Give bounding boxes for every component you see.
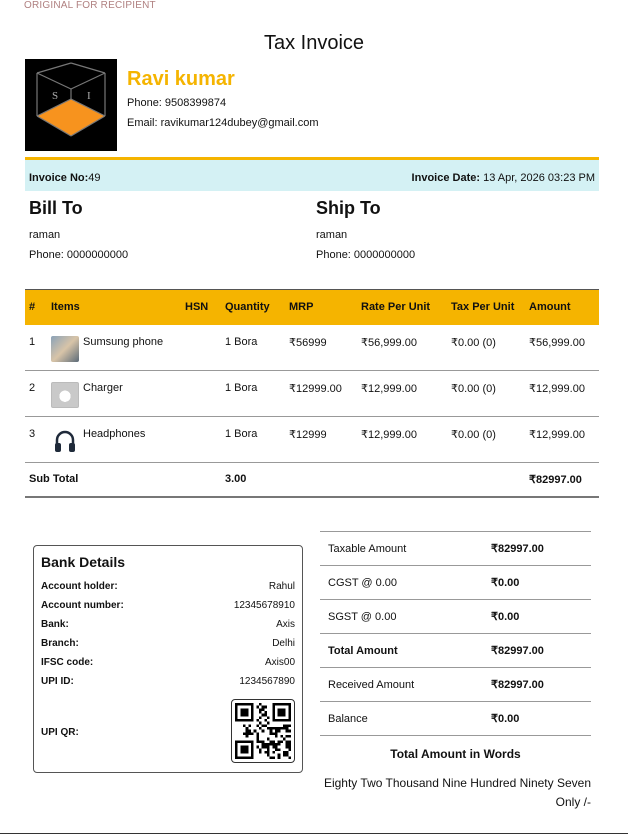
item-hsn bbox=[181, 371, 221, 417]
item-rate: ₹12,999.00 bbox=[357, 417, 447, 463]
totals-value: ₹82997.00 bbox=[483, 668, 591, 702]
item-rate: ₹56,999.00 bbox=[357, 325, 447, 371]
item-name: Headphones bbox=[83, 428, 146, 440]
totals-table bbox=[320, 531, 591, 736]
invoice-date-label: Invoice Date: bbox=[411, 172, 481, 184]
bank-key: Branch: bbox=[41, 638, 79, 649]
bank-value: Delhi bbox=[272, 638, 295, 649]
bank-details-heading: Bank Details bbox=[41, 554, 126, 570]
item-rate: ₹12,999.00 bbox=[357, 371, 447, 417]
table-row bbox=[25, 325, 599, 371]
logo-letter-i: I bbox=[87, 90, 91, 102]
bank-row-branch bbox=[41, 638, 295, 649]
item-cell bbox=[47, 417, 181, 463]
totals-label: CGST @ 0.00 bbox=[320, 566, 483, 600]
bank-value: Rahul bbox=[268, 581, 295, 592]
item-mrp: ₹56999 bbox=[285, 325, 357, 371]
totals-value: ₹0.00 bbox=[483, 600, 591, 634]
item-hsn bbox=[181, 417, 221, 463]
item-mrp: ₹12999.00 bbox=[285, 371, 357, 417]
item-name: Charger bbox=[83, 382, 123, 394]
logo-letter-s: S bbox=[52, 90, 59, 102]
subtotal-quantity: 3.00 bbox=[221, 463, 285, 497]
bank-key: IFSC code: bbox=[41, 657, 94, 668]
headphones-image bbox=[51, 428, 79, 454]
ship-to-phone: Phone: 0000000000 bbox=[316, 249, 416, 261]
business-phone: Phone: 9508399874 bbox=[127, 97, 227, 109]
charger-image bbox=[51, 382, 79, 408]
footer-divider bbox=[0, 833, 628, 834]
invoice-date bbox=[412, 172, 595, 184]
bank-value: 1234567890 bbox=[239, 676, 295, 687]
column-header: Amount bbox=[525, 290, 599, 325]
totals-row bbox=[320, 566, 591, 600]
column-header: MRP bbox=[285, 290, 357, 325]
totals-row bbox=[320, 702, 591, 736]
item-cell bbox=[47, 325, 181, 371]
ship-to-name: raman bbox=[316, 229, 348, 241]
totals-label: Received Amount bbox=[320, 668, 483, 702]
item-amount: ₹12,999.00 bbox=[525, 371, 599, 417]
invoice-info-bar bbox=[25, 157, 599, 191]
table-row bbox=[25, 371, 599, 417]
row-number: 2 bbox=[25, 371, 47, 417]
ship-to-heading: Ship To bbox=[316, 198, 381, 218]
business-email: Email: ravikumar124dubey@gmail.com bbox=[127, 117, 319, 129]
bank-key: UPI QR: bbox=[41, 727, 79, 738]
item-cell bbox=[47, 371, 181, 417]
column-header: Quantity bbox=[221, 290, 285, 325]
phone-image bbox=[51, 336, 79, 362]
column-header: Tax Per Unit bbox=[447, 290, 525, 325]
totals-label: Balance bbox=[320, 702, 483, 736]
bill-to-phone: Phone: 0000000000 bbox=[29, 249, 129, 261]
totals-label: Total Amount bbox=[320, 634, 483, 668]
item-tax: ₹0.00 (0) bbox=[447, 417, 525, 463]
item-hsn bbox=[181, 325, 221, 371]
bank-key: Account holder: bbox=[41, 581, 118, 592]
upi-qr-code bbox=[231, 699, 295, 763]
invoice-number-value: 49 bbox=[88, 172, 101, 184]
items-table bbox=[25, 289, 599, 498]
totals-label: Taxable Amount bbox=[320, 532, 483, 566]
bank-row-ifsc bbox=[41, 657, 295, 668]
bank-row-upi bbox=[41, 676, 295, 687]
item-name: Sumsung phone bbox=[83, 335, 164, 348]
row-number: 3 bbox=[25, 417, 47, 463]
bank-row-bank bbox=[41, 619, 295, 630]
subtotal-spacer bbox=[285, 463, 525, 497]
amount-in-words-heading: Total Amount in Words bbox=[390, 747, 521, 761]
item-mrp: ₹12999 bbox=[285, 417, 357, 463]
page-title: Tax Invoice bbox=[263, 32, 365, 54]
bank-row-account bbox=[41, 600, 295, 611]
column-header: Rate Per Unit bbox=[357, 290, 447, 325]
table-header-row bbox=[25, 290, 599, 325]
bank-value: 12345678910 bbox=[233, 600, 295, 611]
business-name: Ravi kumar bbox=[127, 68, 235, 90]
item-quantity: 1 Bora bbox=[221, 325, 285, 371]
bank-details-panel bbox=[33, 545, 303, 773]
totals-value: ₹82997.00 bbox=[483, 532, 591, 566]
totals-value: ₹82997.00 bbox=[483, 634, 591, 668]
copy-label: ORIGINAL FOR RECIPIENT bbox=[24, 0, 156, 11]
item-quantity: 1 Bora bbox=[221, 371, 285, 417]
totals-row bbox=[320, 634, 591, 668]
business-logo bbox=[25, 59, 117, 151]
item-tax: ₹0.00 (0) bbox=[447, 371, 525, 417]
totals-label: SGST @ 0.00 bbox=[320, 600, 483, 634]
bank-key: Bank: bbox=[41, 619, 69, 630]
invoice-number bbox=[29, 172, 101, 184]
subtotal-label: Sub Total bbox=[25, 463, 221, 497]
subtotal-amount: ₹82997.00 bbox=[525, 463, 599, 497]
bill-to-name: raman bbox=[29, 229, 61, 241]
amount-in-words: Eighty Two Thousand Nine Hundred Ninety Seven Only /- bbox=[323, 776, 591, 809]
row-number: 1 bbox=[25, 325, 47, 371]
subtotal-row bbox=[25, 463, 599, 497]
totals-value: ₹0.00 bbox=[483, 702, 591, 736]
column-header: HSN bbox=[181, 290, 221, 325]
column-header: # bbox=[25, 290, 47, 325]
bill-to-heading: Bill To bbox=[29, 198, 83, 218]
totals-row bbox=[320, 532, 591, 566]
invoice-number-label: Invoice No: bbox=[29, 172, 89, 184]
item-quantity: 1 Bora bbox=[221, 417, 285, 463]
totals-row bbox=[320, 668, 591, 702]
totals-row bbox=[320, 600, 591, 634]
item-amount: ₹12,999.00 bbox=[525, 417, 599, 463]
item-amount: ₹56,999.00 bbox=[525, 325, 599, 371]
table-row bbox=[25, 417, 599, 463]
bank-row-holder bbox=[41, 581, 295, 592]
totals-value: ₹0.00 bbox=[483, 566, 591, 600]
column-header: Items bbox=[47, 290, 181, 325]
bank-value: Axis bbox=[276, 619, 295, 630]
bank-value: Axis00 bbox=[264, 657, 295, 668]
bank-key: UPI ID: bbox=[41, 676, 74, 687]
invoice-date-value: 13 Apr, 2026 03:23 PM bbox=[480, 172, 595, 184]
item-tax: ₹0.00 (0) bbox=[447, 325, 525, 371]
bank-key: Account number: bbox=[41, 600, 124, 611]
